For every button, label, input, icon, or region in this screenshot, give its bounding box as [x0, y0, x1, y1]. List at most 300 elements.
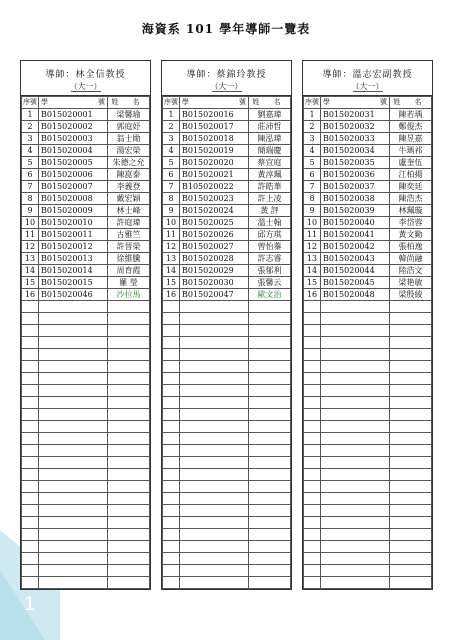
- empty-cell: [108, 529, 150, 541]
- row-number: 11: [163, 229, 180, 241]
- student-table: [162, 96, 291, 589]
- empty-cell: [321, 457, 390, 469]
- empty-cell: [108, 397, 150, 409]
- empty-row: [22, 493, 150, 505]
- empty-row: [163, 505, 291, 517]
- empty-cell: [249, 505, 291, 517]
- empty-cell: [180, 565, 249, 577]
- empty-cell: [39, 445, 108, 457]
- empty-row: [304, 505, 432, 517]
- empty-cell: [304, 481, 321, 493]
- student-name: 李義登: [108, 181, 150, 193]
- student-id: B015020040: [321, 217, 390, 229]
- row-number: 12: [22, 241, 39, 253]
- empty-row: [163, 541, 291, 553]
- student-id: B015020047: [180, 289, 249, 301]
- empty-row: [22, 337, 150, 349]
- empty-cell: [249, 481, 291, 493]
- empty-cell: [249, 565, 291, 577]
- empty-row: [163, 313, 291, 325]
- empty-row: [163, 337, 291, 349]
- empty-cell: [108, 361, 150, 373]
- empty-cell: [390, 409, 432, 421]
- empty-cell: [180, 373, 249, 385]
- row-number: 11: [304, 229, 321, 241]
- empty-cell: [180, 577, 249, 589]
- student-name: 張馨云: [249, 277, 291, 289]
- empty-row: [304, 373, 432, 385]
- empty-cell: [304, 301, 321, 313]
- student-id: B015020019: [180, 145, 249, 157]
- empty-cell: [390, 337, 432, 349]
- empty-cell: [163, 565, 180, 577]
- empty-cell: [22, 313, 39, 325]
- empty-cell: [22, 541, 39, 553]
- empty-cell: [22, 421, 39, 433]
- student-name: 梁馨瑜: [108, 109, 150, 121]
- empty-row: [304, 445, 432, 457]
- empty-cell: [22, 517, 39, 529]
- student-name: 許庭瑋: [108, 217, 150, 229]
- empty-cell: [304, 529, 321, 541]
- student-name: 許晉榮: [108, 241, 150, 253]
- student-id: B015020025: [180, 217, 249, 229]
- student-name: 徐維騰: [108, 253, 150, 265]
- table-row: [163, 157, 291, 169]
- empty-cell: [39, 541, 108, 553]
- empty-row: [22, 541, 150, 553]
- empty-cell: [321, 541, 390, 553]
- empty-cell: [163, 517, 180, 529]
- empty-cell: [304, 505, 321, 517]
- advisor-panel-2: [161, 60, 292, 590]
- empty-cell: [39, 361, 108, 373]
- empty-cell: [39, 505, 108, 517]
- empty-cell: [180, 493, 249, 505]
- empty-cell: [304, 373, 321, 385]
- empty-cell: [108, 553, 150, 565]
- student-name: 陳泓瑋: [249, 133, 291, 145]
- student-id: B015020008: [39, 193, 108, 205]
- empty-cell: [390, 433, 432, 445]
- student-id: B015020021: [180, 169, 249, 181]
- empty-cell: [304, 325, 321, 337]
- empty-cell: [321, 529, 390, 541]
- empty-cell: [22, 457, 39, 469]
- empty-cell: [304, 445, 321, 457]
- student-id: B015020041: [321, 229, 390, 241]
- student-id: B015020029: [180, 265, 249, 277]
- student-name: 郭庭妤: [108, 121, 150, 133]
- row-number: 4: [304, 145, 321, 157]
- empty-cell: [304, 361, 321, 373]
- column-header-row: [22, 97, 150, 109]
- empty-row: [163, 553, 291, 565]
- empty-cell: [321, 565, 390, 577]
- empty-cell: [22, 565, 39, 577]
- empty-cell: [321, 385, 390, 397]
- page-number: 1: [24, 593, 36, 615]
- empty-cell: [39, 397, 108, 409]
- empty-cell: [249, 517, 291, 529]
- empty-cell: [390, 541, 432, 553]
- student-id: B015020009: [39, 205, 108, 217]
- empty-row: [163, 349, 291, 361]
- empty-row: [304, 493, 432, 505]
- empty-row: [163, 469, 291, 481]
- empty-cell: [390, 553, 432, 565]
- empty-cell: [39, 433, 108, 445]
- col-id-header-b: 號: [380, 98, 387, 106]
- empty-row: [304, 517, 432, 529]
- advisor-panel-3: [302, 60, 433, 590]
- student-id: B015020020: [180, 157, 249, 169]
- empty-cell: [163, 349, 180, 361]
- table-row: [22, 181, 150, 193]
- empty-cell: [180, 385, 249, 397]
- empty-row: [304, 457, 432, 469]
- empty-row: [22, 409, 150, 421]
- empty-cell: [390, 313, 432, 325]
- table-row: [22, 229, 150, 241]
- empty-cell: [249, 397, 291, 409]
- empty-cell: [304, 553, 321, 565]
- student-name: 曾怡蓁: [249, 241, 291, 253]
- panel-header: [162, 61, 291, 96]
- student-name: 許上凌: [249, 193, 291, 205]
- table-row: [304, 217, 432, 229]
- empty-cell: [22, 553, 39, 565]
- empty-cell: [321, 313, 390, 325]
- row-number: 2: [163, 121, 180, 133]
- student-id: B015020017: [180, 121, 249, 133]
- row-number: 8: [22, 193, 39, 205]
- col-id-header-a: 學: [41, 98, 48, 106]
- empty-row: [304, 325, 432, 337]
- empty-row: [22, 385, 150, 397]
- empty-row: [304, 481, 432, 493]
- table-row: [304, 253, 432, 265]
- empty-cell: [180, 541, 249, 553]
- student-id: B015020014: [39, 265, 108, 277]
- student-name: 陳若瑀: [390, 109, 432, 121]
- empty-cell: [249, 469, 291, 481]
- student-name: 簡瑞慶: [249, 145, 291, 157]
- empty-row: [163, 565, 291, 577]
- empty-cell: [249, 529, 291, 541]
- row-number: 4: [163, 145, 180, 157]
- empty-cell: [321, 517, 390, 529]
- empty-cell: [304, 433, 321, 445]
- empty-cell: [108, 433, 150, 445]
- empty-cell: [321, 421, 390, 433]
- student-id: B015020046: [39, 289, 108, 301]
- empty-row: [22, 469, 150, 481]
- student-name: 黃文勤: [390, 229, 432, 241]
- empty-cell: [321, 337, 390, 349]
- empty-row: [22, 397, 150, 409]
- empty-cell: [163, 457, 180, 469]
- empty-cell: [22, 385, 39, 397]
- student-name: 朱德之允: [108, 157, 150, 169]
- empty-cell: [108, 349, 150, 361]
- col-id-header: [39, 97, 108, 109]
- row-number: 13: [163, 253, 180, 265]
- table-row: [22, 109, 150, 121]
- empty-cell: [108, 445, 150, 457]
- table-row: [22, 289, 150, 301]
- table-row: [163, 217, 291, 229]
- student-id: B015020004: [39, 145, 108, 157]
- empty-cell: [249, 301, 291, 313]
- table-row: [163, 265, 291, 277]
- student-id: B015020010: [39, 217, 108, 229]
- table-row: [304, 133, 432, 145]
- empty-cell: [249, 421, 291, 433]
- table-row: [304, 145, 432, 157]
- row-number: 9: [163, 205, 180, 217]
- empty-cell: [390, 325, 432, 337]
- empty-row: [163, 493, 291, 505]
- empty-cell: [108, 313, 150, 325]
- empty-cell: [304, 577, 321, 589]
- student-name: 盧奎伍: [390, 157, 432, 169]
- student-name: 邱方琪: [249, 229, 291, 241]
- empty-row: [163, 577, 291, 589]
- empty-cell: [22, 505, 39, 517]
- student-name: 湯宏榮: [108, 145, 150, 157]
- empty-row: [304, 397, 432, 409]
- empty-row: [304, 301, 432, 313]
- table-row: [22, 133, 150, 145]
- panel-header: [303, 61, 432, 96]
- empty-row: [304, 385, 432, 397]
- empty-cell: [163, 553, 180, 565]
- empty-cell: [249, 325, 291, 337]
- empty-cell: [108, 385, 150, 397]
- empty-cell: [108, 373, 150, 385]
- student-name: 古雅竺: [108, 229, 150, 241]
- empty-cell: [108, 481, 150, 493]
- empty-cell: [163, 409, 180, 421]
- empty-cell: [321, 553, 390, 565]
- student-name: 黃 評: [249, 205, 291, 217]
- empty-cell: [39, 313, 108, 325]
- table-row: [304, 265, 432, 277]
- empty-cell: [22, 301, 39, 313]
- table-row: [163, 205, 291, 217]
- row-number: 10: [163, 217, 180, 229]
- table-row: [22, 193, 150, 205]
- empty-cell: [304, 337, 321, 349]
- col-id-header-a: 學: [182, 98, 189, 106]
- empty-row: [163, 301, 291, 313]
- row-number: 7: [22, 181, 39, 193]
- empty-cell: [321, 409, 390, 421]
- table-row: [22, 241, 150, 253]
- empty-cell: [249, 553, 291, 565]
- empty-cell: [390, 577, 432, 589]
- row-number: 6: [22, 169, 39, 181]
- student-name: 張郁利: [249, 265, 291, 277]
- empty-cell: [249, 433, 291, 445]
- empty-cell: [321, 361, 390, 373]
- empty-row: [304, 577, 432, 589]
- empty-cell: [39, 385, 108, 397]
- column-header-row: [304, 97, 432, 109]
- empty-cell: [22, 481, 39, 493]
- student-id: B015020006: [39, 169, 108, 181]
- student-id: B015020030: [180, 277, 249, 289]
- empty-cell: [39, 409, 108, 421]
- student-name: 翁士勛: [108, 133, 150, 145]
- empty-cell: [390, 445, 432, 457]
- empty-row: [22, 301, 150, 313]
- empty-row: [22, 445, 150, 457]
- empty-cell: [249, 313, 291, 325]
- row-number: 14: [22, 265, 39, 277]
- row-number: 1: [163, 109, 180, 121]
- student-name: 韓尚融: [390, 253, 432, 265]
- student-table: [303, 96, 432, 589]
- row-number: 3: [304, 133, 321, 145]
- table-row: [163, 253, 291, 265]
- student-name: 江柏揚: [390, 169, 432, 181]
- table-row: [22, 145, 150, 157]
- student-id: B015020042: [321, 241, 390, 253]
- student-id: B015020036: [321, 169, 390, 181]
- empty-cell: [39, 553, 108, 565]
- empty-cell: [321, 397, 390, 409]
- row-number: 10: [304, 217, 321, 229]
- student-id: B015020031: [321, 109, 390, 121]
- student-id: B015020024: [180, 205, 249, 217]
- student-name: 周育霞: [108, 265, 150, 277]
- empty-cell: [321, 577, 390, 589]
- empty-cell: [180, 313, 249, 325]
- empty-cell: [108, 517, 150, 529]
- empty-row: [22, 361, 150, 373]
- row-number: 3: [22, 133, 39, 145]
- col-no-header: 序號: [163, 97, 180, 109]
- empty-cell: [390, 493, 432, 505]
- empty-cell: [163, 541, 180, 553]
- empty-cell: [163, 421, 180, 433]
- empty-cell: [39, 337, 108, 349]
- empty-cell: [39, 421, 108, 433]
- table-row: [304, 193, 432, 205]
- grade-label: （大一）: [69, 82, 102, 91]
- empty-row: [304, 565, 432, 577]
- advisor-name: 導師：蔡錦玲教授: [186, 70, 267, 80]
- empty-cell: [304, 421, 321, 433]
- table-row: [22, 265, 150, 277]
- grade-underline: [71, 91, 101, 92]
- empty-cell: [321, 481, 390, 493]
- empty-row: [163, 517, 291, 529]
- empty-cell: [249, 361, 291, 373]
- row-number: 2: [304, 121, 321, 133]
- table-row: [304, 205, 432, 217]
- empty-cell: [22, 397, 39, 409]
- table-row: [304, 157, 432, 169]
- empty-cell: [390, 397, 432, 409]
- empty-cell: [163, 469, 180, 481]
- row-number: 6: [163, 169, 180, 181]
- empty-cell: [163, 505, 180, 517]
- student-name: 黃淳珮: [249, 169, 291, 181]
- row-number: 9: [22, 205, 39, 217]
- empty-row: [304, 469, 432, 481]
- empty-row: [22, 313, 150, 325]
- empty-cell: [180, 409, 249, 421]
- empty-row: [163, 529, 291, 541]
- column-header-row: [163, 97, 291, 109]
- student-id: B015020016: [180, 109, 249, 121]
- student-id: B015020035: [321, 157, 390, 169]
- table-row: [163, 289, 291, 301]
- empty-cell: [249, 541, 291, 553]
- empty-cell: [108, 577, 150, 589]
- student-id: B015020028: [180, 253, 249, 265]
- empty-cell: [390, 505, 432, 517]
- empty-cell: [163, 313, 180, 325]
- table-row: [163, 241, 291, 253]
- student-name: 劉嘉瑋: [249, 109, 291, 121]
- row-number: 1: [22, 109, 39, 121]
- empty-cell: [180, 553, 249, 565]
- empty-row: [163, 385, 291, 397]
- col-no-header: 序號: [22, 97, 39, 109]
- empty-row: [22, 457, 150, 469]
- student-id: B015020013: [39, 253, 108, 265]
- grade-label: （大一）: [351, 82, 384, 91]
- empty-cell: [321, 325, 390, 337]
- row-number: 7: [163, 181, 180, 193]
- empty-cell: [163, 481, 180, 493]
- empty-cell: [22, 493, 39, 505]
- student-name: 梁艳敏: [390, 277, 432, 289]
- col-no-header: 序號: [304, 97, 321, 109]
- empty-cell: [22, 445, 39, 457]
- student-name: 許志睿: [249, 253, 291, 265]
- table-row: [163, 121, 291, 133]
- row-number: 1: [304, 109, 321, 121]
- row-number: 15: [304, 277, 321, 289]
- table-row: [22, 157, 150, 169]
- student-id: B015020011: [39, 229, 108, 241]
- empty-cell: [304, 493, 321, 505]
- row-number: 5: [304, 157, 321, 169]
- empty-row: [22, 433, 150, 445]
- empty-cell: [108, 421, 150, 433]
- empty-row: [163, 433, 291, 445]
- empty-cell: [108, 409, 150, 421]
- empty-cell: [108, 457, 150, 469]
- empty-cell: [163, 577, 180, 589]
- student-table: [21, 96, 150, 589]
- empty-cell: [321, 301, 390, 313]
- row-number: 11: [22, 229, 39, 241]
- empty-row: [163, 457, 291, 469]
- row-number: 2: [22, 121, 39, 133]
- row-number: 13: [22, 253, 39, 265]
- empty-row: [22, 421, 150, 433]
- grade-underline: [353, 91, 383, 92]
- empty-cell: [180, 325, 249, 337]
- empty-cell: [180, 337, 249, 349]
- empty-cell: [180, 529, 249, 541]
